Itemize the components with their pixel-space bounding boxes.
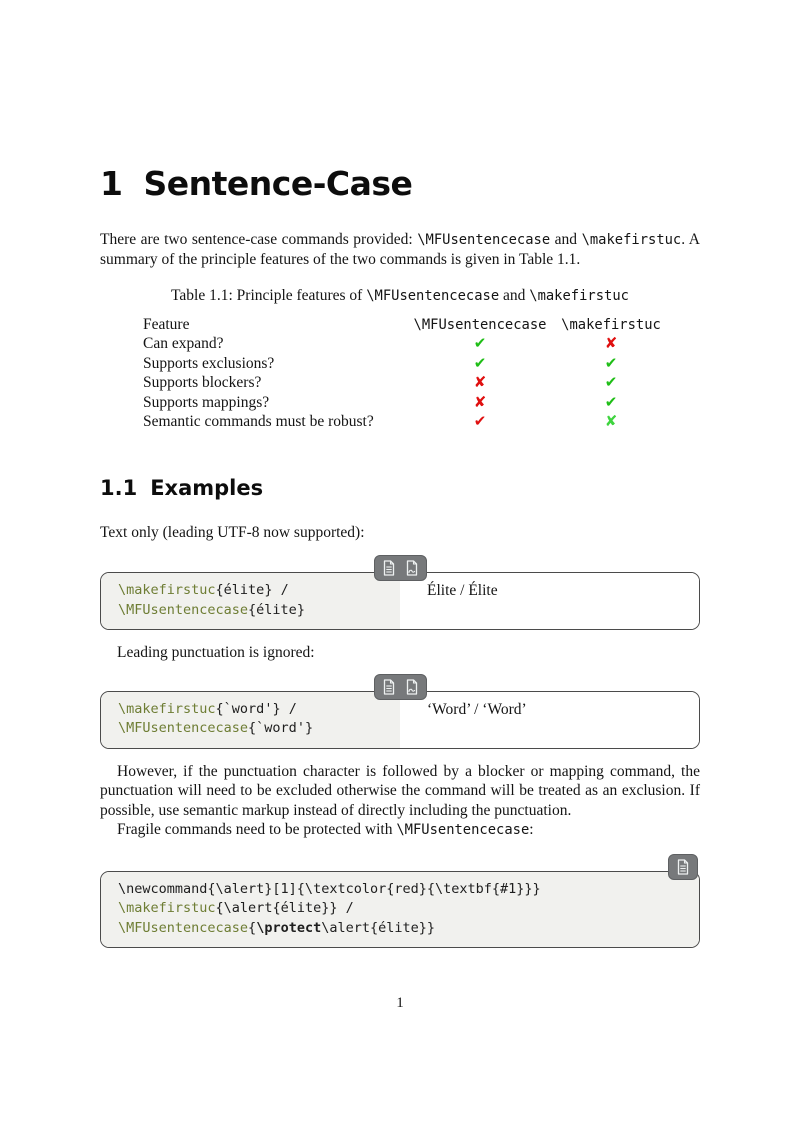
code-line <box>118 601 400 621</box>
check-mark-icon: ✔ <box>473 353 487 372</box>
tex-command: \makefirstuc <box>118 582 216 599</box>
example-tab <box>668 854 698 880</box>
result-pane: ‘Word’ / ‘Word’ <box>400 692 699 748</box>
check-mark-icon: ✔ <box>473 412 487 431</box>
intro-paragraph <box>100 230 700 270</box>
section-title: Examples <box>150 475 264 500</box>
tex-argument: {élite} / <box>215 582 289 599</box>
paragraph-text-only: Text only (leading UTF-8 now supported): <box>100 523 365 541</box>
intro-text-pre: There are two sentence-case commands provided: <box>100 230 418 248</box>
feature-label: Supports exclusions? <box>143 354 275 372</box>
code-line <box>118 581 400 601</box>
result-pane: Élite / Élite <box>400 573 699 629</box>
page-content <box>100 165 700 948</box>
example-tab <box>374 674 427 700</box>
header-mfusentencecase: \MFUsentencecase <box>413 316 547 333</box>
tex-command: \makefirstuc <box>118 900 216 917</box>
code-line <box>118 719 400 739</box>
header-feature: Feature <box>143 315 190 333</box>
tex-brace: { <box>248 919 257 936</box>
tex-command: \MFUsentencecase <box>118 720 249 737</box>
example-frame <box>100 572 700 630</box>
command-mfusentencecase: \MFUsentencecase <box>396 822 530 839</box>
code-pane <box>101 573 400 629</box>
table-row <box>143 354 666 374</box>
table-caption <box>100 287 700 305</box>
feature-label: Supports mappings? <box>143 393 270 411</box>
code-pane <box>101 692 400 748</box>
tex-argument: {élite} <box>248 601 305 618</box>
code-line <box>118 899 699 919</box>
example-box-2 <box>100 674 700 749</box>
check-mark-icon: ✔ <box>473 334 487 353</box>
doc-file-icon[interactable] <box>380 559 398 577</box>
caption-text-pre: Table 1.1: Principle features of <box>171 286 367 304</box>
paragraph-however: However, if the punctuation character is followed by a blocker or mapping command, the punctuation will need to be excluded otherwise the command will be treated as an exclusion. If possible, use semantic markup instead of directly including the punctuation. <box>100 762 700 819</box>
example-box-3 <box>100 854 700 949</box>
cross-mark-icon: ✘ <box>604 334 618 353</box>
tex-command: \makefirstuc <box>118 700 216 717</box>
doc-file-icon[interactable] <box>380 678 398 696</box>
tex-command: \MFUsentencecase <box>118 919 249 936</box>
section-heading <box>100 476 700 500</box>
command-mfusentencecase: \MFUsentencecase <box>417 231 551 248</box>
section-number: 1.1 <box>100 475 138 500</box>
header-makefirstuc: \makefirstuc <box>561 316 661 333</box>
paragraph-leading-punct: Leading punctuation is ignored: <box>117 644 315 662</box>
intro-text-mid: and <box>550 230 582 248</box>
code-line <box>118 880 699 900</box>
pdf-file-icon[interactable] <box>403 559 421 577</box>
caption-command-1: \MFUsentencecase <box>366 287 500 304</box>
check-mark-icon: ✔ <box>604 392 618 411</box>
tex-argument: {`word'} / <box>215 700 297 717</box>
chapter-title: Sentence-Case <box>143 164 413 203</box>
caption-text-mid: and <box>499 286 530 304</box>
chapter-heading <box>100 165 700 203</box>
cross-mark-icon: ✘ <box>473 373 487 392</box>
code-line <box>118 700 400 720</box>
table-row <box>143 373 666 393</box>
pdf-file-icon[interactable] <box>403 678 421 696</box>
tex-argument: {\alert{élite}} / <box>215 900 354 917</box>
example-frame <box>100 871 700 949</box>
feature-label: Semantic commands must be robust? <box>143 413 374 431</box>
table-row <box>143 393 666 413</box>
page-number: 1 <box>396 995 404 1011</box>
tex-command: \MFUsentencecase <box>118 601 249 618</box>
tex-argument: {`word'} <box>248 720 314 737</box>
check-mark-icon: ✔ <box>604 373 618 392</box>
tex-argument: \alert{élite}} <box>321 919 436 936</box>
cross-mark-icon: ✘ <box>604 412 618 431</box>
intro-text-post: . A summary of the principle features of the two commands is given in Table 1.1. <box>100 230 700 269</box>
example-box-1 <box>100 555 700 630</box>
cross-mark-icon: ✘ <box>473 392 487 411</box>
table-header-row <box>143 315 666 335</box>
feature-label: Can expand? <box>143 335 224 353</box>
fragile-text: Fragile commands need to be protected with <box>117 821 397 839</box>
fragile-colon: : <box>529 821 534 839</box>
code-pane <box>101 872 699 948</box>
tex-protect-command: \protect <box>256 919 322 936</box>
example-tab <box>374 555 427 581</box>
caption-command-2: \makefirstuc <box>529 287 629 304</box>
paragraph-fragile <box>100 820 700 841</box>
table-row <box>143 334 666 354</box>
table-row <box>143 412 666 432</box>
feature-label: Supports blockers? <box>143 374 262 392</box>
doc-file-icon[interactable] <box>674 858 692 876</box>
tex-plain: \newcommand{\alert}[1]{\textcolor{red}{\textbf{#1}}} <box>118 880 541 897</box>
feature-comparison-table <box>143 315 666 432</box>
code-line <box>118 919 699 939</box>
check-mark-icon: ✔ <box>604 353 618 372</box>
command-makefirstuc: \makefirstuc <box>581 231 682 248</box>
chapter-number: 1 <box>100 164 123 203</box>
